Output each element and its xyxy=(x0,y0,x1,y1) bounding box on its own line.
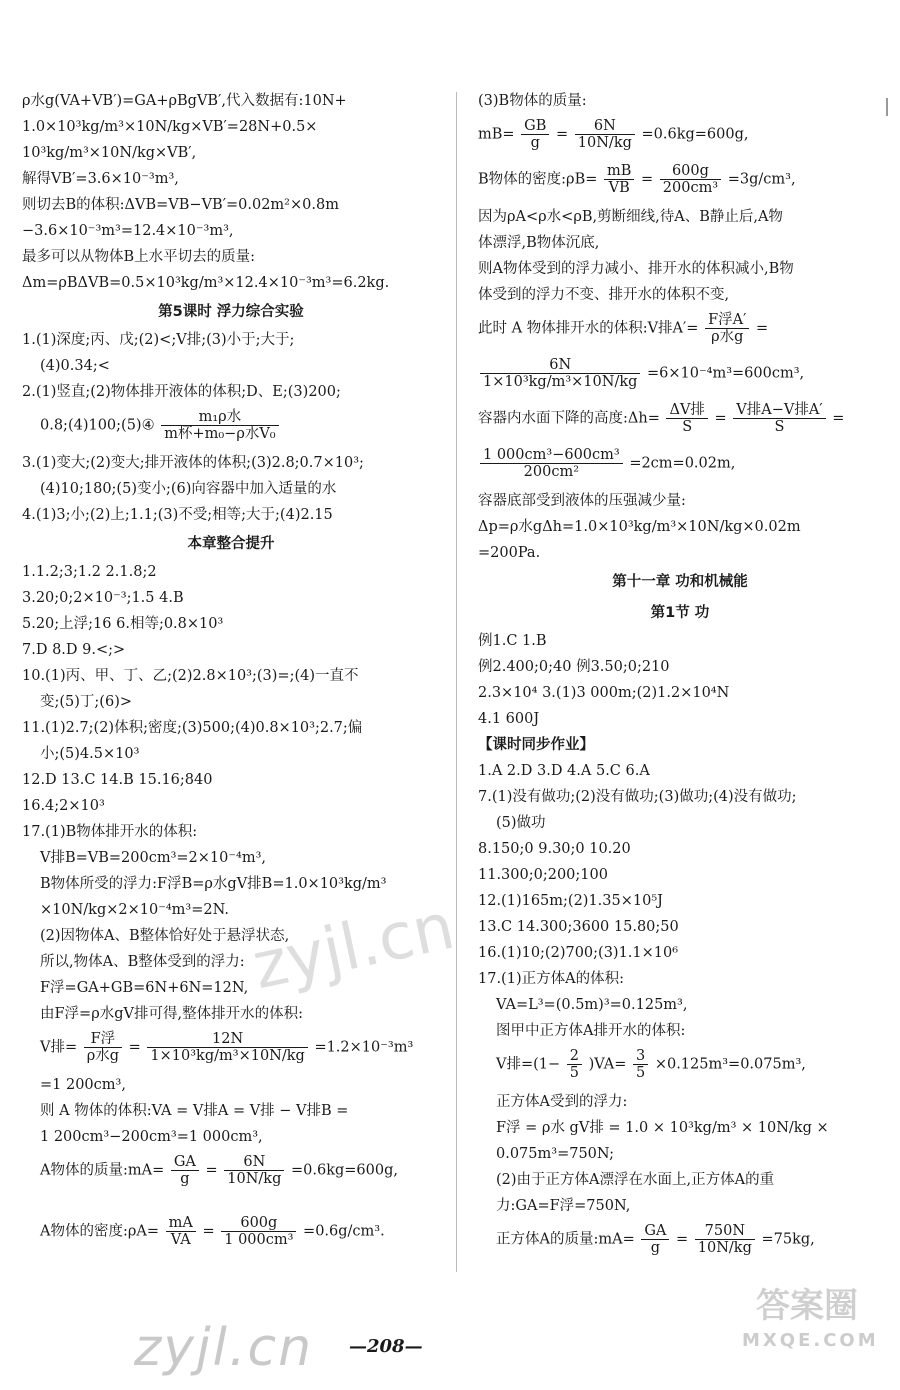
text-line: 图甲中正方体A排开水的体积: xyxy=(496,1023,686,1039)
text-line: 4.1 600J xyxy=(478,711,540,727)
fraction xyxy=(705,312,749,345)
text-line: 由F浮=ρ水gV排可得,整体排开水的体积: xyxy=(40,1006,303,1022)
fraction xyxy=(84,1031,122,1064)
denominator: g xyxy=(180,1171,190,1187)
text-line: B物体所受的浮力:F浮B=ρ水gV排B=1.0×10³kg/m³ xyxy=(40,876,387,892)
denominator: 10N/kg xyxy=(577,135,632,151)
numerator: 1 000cm³−600cm³ xyxy=(480,447,623,464)
numerator: 750N xyxy=(695,1223,755,1240)
text-line: 体漂浮,B物体沉底, xyxy=(478,235,600,251)
denominator: 200cm² xyxy=(523,464,580,480)
text-line: 力:GA=F浮=750N, xyxy=(496,1198,631,1214)
text-line: 12.D 13.C 14.B 15.16;840 xyxy=(22,772,213,788)
section-heading: 第5课时 浮力综合实验 xyxy=(158,304,304,320)
numerator: 6N xyxy=(575,118,635,135)
formula-line xyxy=(478,1048,882,1081)
denominator: 5 xyxy=(569,1065,579,1081)
text-line: ×10N/kg×2×10⁻⁴m³=2N. xyxy=(40,902,229,918)
text-line: 3.20;0;2×10⁻³;1.5 4.B xyxy=(22,590,184,606)
text-part: 正方体A的质量:mA= xyxy=(496,1231,635,1248)
denominator: 10N/kg xyxy=(227,1171,282,1187)
fraction xyxy=(521,118,549,151)
text-part: = xyxy=(714,410,727,427)
text-line: 11.(1)2.7;(2)体积;密度;(3)500;(4)0.8×10³;2.7;偏 xyxy=(22,720,363,736)
text-line: 2.(1)竖直;(2)物体排开液体的体积;D、E;(3)200; xyxy=(22,384,341,400)
numerator: mB xyxy=(604,163,634,180)
denominator: S xyxy=(774,419,785,435)
numerator: m₁ρ水 xyxy=(161,409,278,426)
denominator: g xyxy=(530,135,540,151)
fraction xyxy=(161,409,278,442)
text-line: Δm=ρBΔVB=0.5×10³kg/m³×12.4×10⁻³m³=6.2kg. xyxy=(22,275,390,291)
text-line: 10.(1)丙、甲、丁、乙;(2)2.8×10³;(3)=;(4)一直不 xyxy=(22,668,359,684)
fraction xyxy=(641,1223,669,1256)
text-part: = xyxy=(128,1039,141,1056)
numerator: 6N xyxy=(224,1154,284,1171)
numerator: GA xyxy=(171,1154,199,1171)
text-part: = xyxy=(556,126,569,143)
text-line: 16.(1)10;(2)700;(3)1.1×10⁶ xyxy=(478,945,679,961)
section-heading: 第1节 功 xyxy=(650,605,710,621)
formula-line xyxy=(22,1031,440,1064)
page-number-value: 208 xyxy=(367,1336,405,1357)
fraction xyxy=(166,1215,196,1248)
watermark-text: MXQE.COM xyxy=(742,1330,879,1351)
denominator: 1 000cm³ xyxy=(224,1232,294,1248)
watermark-text: zyjl.cn xyxy=(246,889,461,1005)
text-part: =0.6g/cm³. xyxy=(303,1223,385,1240)
text-line: 体受到的浮力不变、排开水的体积不变, xyxy=(478,287,730,303)
numerator: GB xyxy=(521,118,549,135)
text-line: 因为ρA<ρ水<ρB,剪断细线,待A、B静止后,A物 xyxy=(478,209,783,225)
text-line: F浮 = ρ水 gV排 = 1.0 × 10³kg/m³ × 10N/kg × xyxy=(496,1120,829,1136)
fraction xyxy=(480,357,640,390)
numerator: 12N xyxy=(147,1031,307,1048)
homework-heading: 【课时同步作业】 xyxy=(478,737,594,753)
denominator: VA xyxy=(170,1232,191,1248)
text-line: 13.C 14.300;3600 15.80;50 xyxy=(478,919,679,935)
text-line: 容器底部受到液体的压强减少量: xyxy=(478,493,686,509)
text-part: 容器内水面下降的高度:Δh= xyxy=(478,410,660,427)
chapter-heading: 第十一章 功和机械能 xyxy=(612,574,748,590)
text-line: =1 200cm³, xyxy=(40,1077,126,1093)
numerator: 6N xyxy=(480,357,640,374)
text-line: (4)10;180;(5)变小;(6)向容器中加入适量的水 xyxy=(40,481,337,497)
text-line: 12.(1)165m;(2)1.35×10⁵J xyxy=(478,893,663,909)
text-line: 最多可以从物体B上水平切去的质量: xyxy=(22,249,256,265)
text-line: 17.(1)正方体A的体积: xyxy=(478,971,624,987)
numerator: 600g xyxy=(221,1215,296,1232)
text-part: = xyxy=(676,1231,689,1248)
text-part: 0.8;(4)100;(5)④ xyxy=(40,417,155,434)
denominator: 1×10³kg/m³×10N/kg xyxy=(483,374,638,390)
text-line: 则切去B的体积:ΔVB=VB−VB′=0.02m²×0.8m xyxy=(22,197,339,213)
fraction xyxy=(575,118,635,151)
text-line: 8.150;0 9.30;0 10.20 xyxy=(478,841,631,857)
numerator: F浮A′ xyxy=(705,312,749,329)
text-line: 1.A 2.D 3.D 4.A 5.C 6.A xyxy=(478,763,650,779)
fraction xyxy=(171,1154,199,1187)
watermark-logo: 答案圈 xyxy=(756,1286,858,1326)
denominator: VB xyxy=(608,180,630,196)
section-heading: 本章整合提升 xyxy=(187,536,275,552)
fraction xyxy=(147,1031,307,1064)
text-line: 1.1.2;3;1.2 2.1.8;2 xyxy=(22,564,157,580)
denominator: ρ水g xyxy=(711,329,744,345)
text-part: = xyxy=(641,171,654,188)
text-line: (2)因物体A、B整体恰好处于悬浮状态, xyxy=(40,928,290,944)
text-line: (3)B物体的质量: xyxy=(478,93,587,109)
text-line: ρ水g(VA+VB′)=GA+ρBgVB′,代入数据有:10N+ xyxy=(22,93,347,109)
numerator: ΔV排 xyxy=(666,402,707,419)
text-part: =2cm=0.02m, xyxy=(629,455,736,472)
text-part: =75kg, xyxy=(761,1231,815,1248)
text-part: B物体的密度:ρB= xyxy=(478,171,598,188)
text-part: A物体的密度:ρA= xyxy=(40,1223,160,1240)
fraction xyxy=(480,447,623,480)
text-line: 则 A 物体的体积:VA = V排A = V排 − V排B = xyxy=(40,1103,349,1119)
formula-line xyxy=(478,402,882,435)
numerator: mA xyxy=(166,1215,196,1232)
text-line: 小;(5)4.5×10³ xyxy=(40,746,140,762)
text-line: 5.20;上浮;16 6.相等;0.8×10³ xyxy=(22,616,224,632)
text-part: =1.2×10⁻³m³ xyxy=(314,1039,414,1056)
numerator: 3 xyxy=(633,1048,648,1065)
text-part: =3g/cm³, xyxy=(727,171,796,188)
numerator: GA xyxy=(641,1223,669,1240)
text-line: VA=L³=(0.5m)³=0.125m³, xyxy=(496,997,688,1013)
text-line: 所以,物体A、B整体受到的浮力: xyxy=(40,954,245,970)
text-line: 例2.400;0;40 例3.50;0;210 xyxy=(478,659,670,675)
fraction xyxy=(695,1223,755,1256)
text-line: V排B=VB=200cm³=2×10⁻⁴m³, xyxy=(40,850,267,866)
text-line: Δp=ρ水gΔh=1.0×10³kg/m³×10N/kg×0.02m xyxy=(478,519,801,535)
fraction xyxy=(660,163,721,196)
fraction xyxy=(733,402,825,435)
text-part: mB= xyxy=(478,126,515,143)
text-part: = xyxy=(756,320,769,337)
text-line: 则A物体受到的浮力减小、排开水的体积减小,B物 xyxy=(478,261,794,277)
denominator: 1×10³kg/m³×10N/kg xyxy=(150,1048,305,1064)
text-line: 17.(1)B物体排开水的体积: xyxy=(22,824,198,840)
watermark-text: zyjl.cn xyxy=(134,1318,314,1378)
denominator: ρ水g xyxy=(86,1048,120,1064)
text-part: V排= xyxy=(40,1039,78,1056)
formula-line xyxy=(478,163,882,196)
formula-line xyxy=(478,1223,882,1256)
text-line: F浮=GA+GB=6N+6N=12N, xyxy=(40,980,249,996)
text-part: V排=(1− xyxy=(496,1056,561,1073)
numerator: 2 xyxy=(567,1048,582,1065)
fraction xyxy=(604,163,634,196)
denominator: 200cm³ xyxy=(662,180,719,196)
text-line: 1 200cm³−200cm³=1 000cm³, xyxy=(40,1129,263,1145)
edge-mark xyxy=(886,98,888,116)
fraction xyxy=(224,1154,284,1187)
text-line: 4.(1)3;小;(2)上;1.1;(3)不受;相等;大于;(4)2.15 xyxy=(22,507,333,523)
text-part: )VA= xyxy=(588,1056,627,1073)
text-line: 正方体A受到的浮力: xyxy=(496,1094,628,1110)
page-number: —208— xyxy=(349,1336,423,1357)
text-line: 7.D 8.D 9.<;> xyxy=(22,642,126,658)
text-part: = xyxy=(202,1223,215,1240)
text-line: (5)做功 xyxy=(496,815,546,831)
text-line: 1.(1)深度;丙、戊;(2)<;V排;(3)小于;大于; xyxy=(22,332,295,348)
formula-line xyxy=(22,409,440,442)
formula-line xyxy=(478,312,882,345)
denominator: 10N/kg xyxy=(697,1240,752,1256)
text-part: ×0.125m³=0.075m³, xyxy=(654,1056,806,1073)
text-part: = xyxy=(832,410,845,427)
text-line: 16.4;2×10³ xyxy=(22,798,105,814)
column-divider xyxy=(456,92,457,1272)
text-part: A物体的质量:mA= xyxy=(40,1162,165,1179)
numerator: F浮 xyxy=(84,1031,122,1048)
text-part: =0.6kg=600g, xyxy=(290,1162,398,1179)
text-line: 11.300;0;200;100 xyxy=(478,867,608,883)
left-column xyxy=(22,92,440,1260)
text-part: =6×10⁻⁴m³=600cm³, xyxy=(647,365,805,382)
fraction xyxy=(567,1048,582,1081)
formula-line xyxy=(478,357,882,390)
text-line: (2)由于正方体A漂浮在水面上,正方体A的重 xyxy=(496,1172,775,1188)
text-line: 2.3×10⁴ 3.(1)3 000m;(2)1.2×10⁴N xyxy=(478,685,730,701)
numerator: 600g xyxy=(660,163,721,180)
text-line: 1.0×10³kg/m³×10N/kg×VB′=28N+0.5× xyxy=(22,119,318,135)
fraction xyxy=(221,1215,296,1248)
formula-line xyxy=(22,1215,440,1248)
text-line: −3.6×10⁻³m³=12.4×10⁻³m³, xyxy=(22,223,234,239)
text-line: 7.(1)没有做功;(2)没有做功;(3)做功;(4)没有做功; xyxy=(478,789,797,805)
text-part: = xyxy=(205,1162,218,1179)
fraction xyxy=(633,1048,648,1081)
text-line: =200Pa. xyxy=(478,545,541,561)
text-line: 3.(1)变大;(2)变大;排开液体的体积;(3)2.8;0.7×10³; xyxy=(22,455,364,471)
denominator: m杯+m₀−ρ水V₀ xyxy=(164,426,276,442)
right-column xyxy=(478,92,882,1268)
text-line: 变;(5)丁;(6)> xyxy=(40,694,132,710)
formula-line xyxy=(22,1154,440,1187)
denominator: 5 xyxy=(635,1065,646,1081)
formula-line xyxy=(478,118,882,151)
text-line: (4)0.34;< xyxy=(40,358,110,374)
text-line: 解得VB′=3.6×10⁻³m³, xyxy=(22,171,179,187)
text-line: 0.075m³=750N; xyxy=(496,1146,614,1162)
text-line: 例1.C 1.B xyxy=(478,633,547,649)
fraction xyxy=(666,402,707,435)
numerator: V排A−V排A′ xyxy=(733,402,825,419)
text-line: 10³kg/m³×10N/kg×VB′, xyxy=(22,145,197,161)
text-part: 此时 A 物体排开水的体积:V排A′= xyxy=(478,320,699,337)
denominator: S xyxy=(682,419,693,435)
formula-line xyxy=(478,447,882,480)
denominator: g xyxy=(650,1240,661,1256)
text-part: =0.6kg=600g, xyxy=(641,126,749,143)
